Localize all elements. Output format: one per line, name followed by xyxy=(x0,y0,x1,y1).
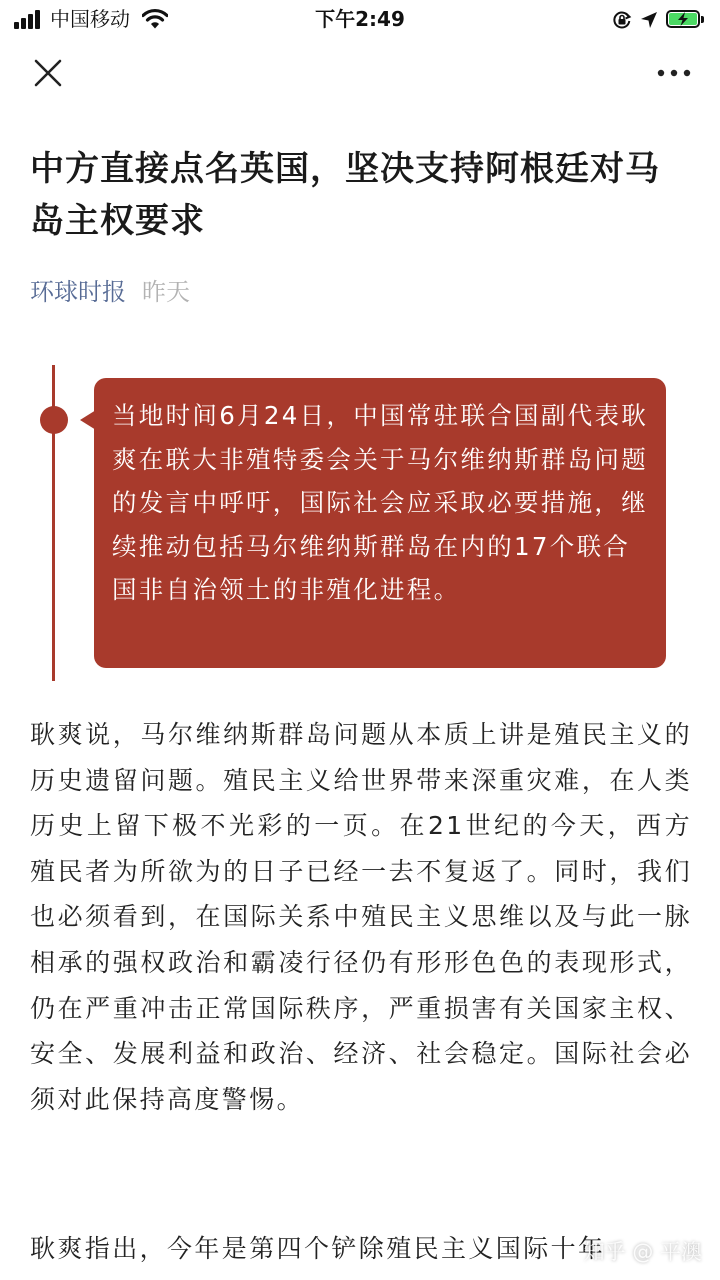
publish-date: 昨天 xyxy=(142,278,190,306)
quote-text: 当地时间6月24日，中国常驻联合国副代表耿爽在联大非殖特委会关于马尔维纳斯群岛问题的发言中呼吁，国际社会应采取必要措施，继续推动包括马尔维纳斯群岛在内的17个联合国非自治领土的非殖化进程。 xyxy=(112,401,649,604)
orientation-lock-icon xyxy=(612,10,632,30)
status-bar xyxy=(0,0,720,40)
body-paragraph: 耿爽指出，今年是第四个铲除殖民主义国际十年 xyxy=(30,1234,606,1263)
status-icons xyxy=(612,8,706,32)
carrier-name: 中国移动 xyxy=(50,7,130,31)
more-horizontal-icon[interactable] xyxy=(656,60,692,86)
nav-bar xyxy=(0,40,720,106)
callout-timeline-dot xyxy=(40,406,68,434)
article-title: 中方直接点名英国，坚决支持阿根廷对马岛主权要求 xyxy=(30,149,660,241)
battery-icon xyxy=(666,10,706,30)
watermark-text: 知乎 @ 平澳 xyxy=(583,1240,702,1264)
source-account-link[interactable]: 环球时报 xyxy=(30,278,126,306)
body-paragraph: 耿爽说，马尔维纳斯群岛问题从本质上讲是殖民主义的历史遗留问题。殖民主义给世界带来深重灾难，在人类历史上留下极不光彩的一页。在21世纪的今天，西方殖民者为所欲为的日子已经一去不复返了。同时，我们也必须看到，在国际关系中殖民主义思维以及与此一脉相承的强权政治和霸凌行径仍有形形色色的表现形式，仍在严重冲击正常国际秩序，严重损害有关国家主权、安全、发展利益和政治、经济、社会稳定。国际社会必须对此保持高度警惕。 xyxy=(30,720,692,1114)
close-icon[interactable] xyxy=(30,55,66,91)
clock-time: 下午2:49 xyxy=(315,7,405,31)
quote-callout xyxy=(94,378,666,668)
location-arrow-icon xyxy=(640,11,658,29)
article-meta xyxy=(30,272,190,312)
